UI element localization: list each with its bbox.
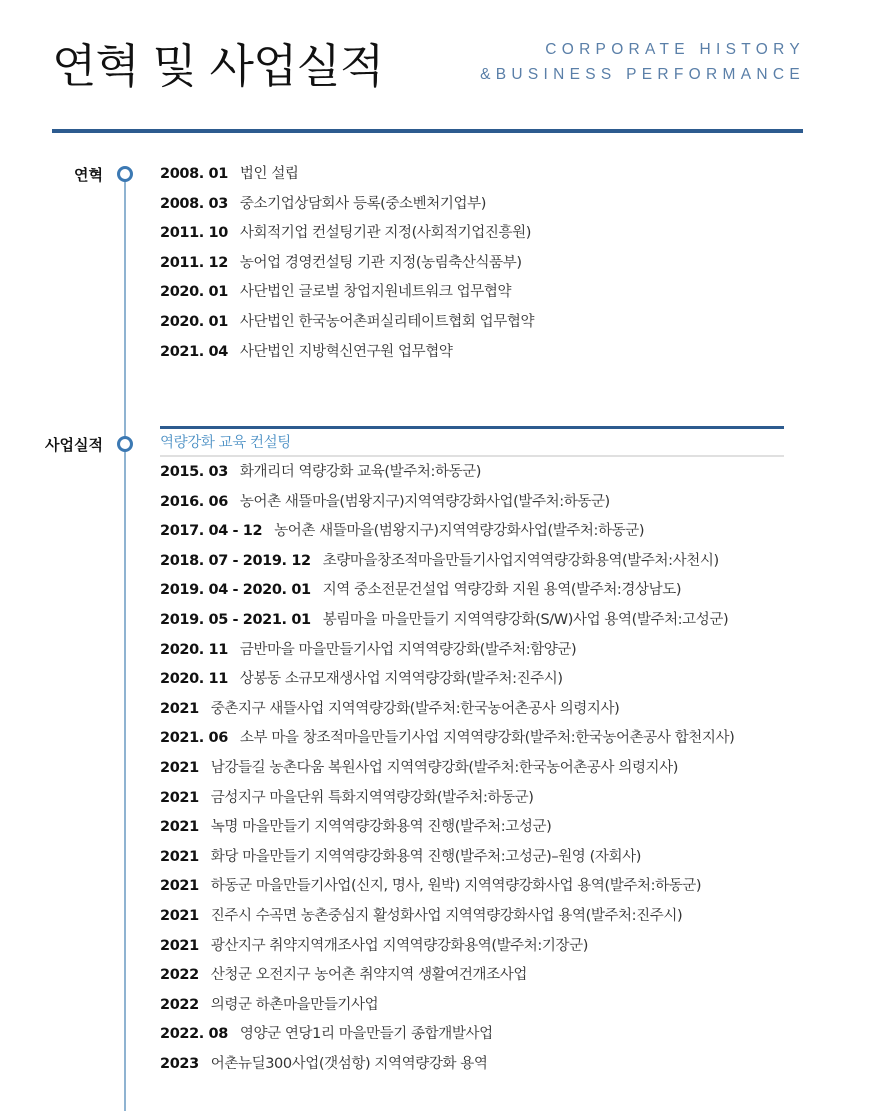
timeline-line xyxy=(124,180,126,1111)
section-label-performance: 사업실적 xyxy=(45,436,103,454)
timeline-entry xyxy=(160,219,534,249)
timeline-entry xyxy=(160,813,734,843)
timeline-entry xyxy=(160,872,734,902)
timeline-entry xyxy=(160,458,734,488)
entry-date: 2021 xyxy=(160,878,199,895)
entry-date: 2011. 12 xyxy=(160,254,228,271)
entry-date: 2008. 03 xyxy=(160,195,228,212)
entry-description: 사회적기업 컨설팅기관 지정(사회적기업진흥원) xyxy=(239,225,531,242)
timeline-entry xyxy=(160,724,734,754)
entry-date: 2020. 01 xyxy=(160,313,228,330)
timeline-entry xyxy=(160,606,734,636)
entry-date: 2022 xyxy=(160,996,199,1013)
entry-date: 2019. 04 - 2020. 01 xyxy=(160,582,311,599)
entry-date: 2021 xyxy=(160,759,199,776)
entry-date: 2019. 05 - 2021. 01 xyxy=(160,611,311,628)
history-list xyxy=(160,160,534,367)
entry-date: 2021 xyxy=(160,700,199,717)
entry-date: 2021. 06 xyxy=(160,730,228,747)
entry-description: 광산지구 취약지역개조사업 지역역량강화용역(발주처:기장군) xyxy=(210,937,588,954)
timeline-entry xyxy=(160,1020,734,1050)
entry-description: 농어촌 새뜰마을(범왕지구)지역역량강화사업(발주처:하동군) xyxy=(239,493,610,510)
entry-description: 사단법인 한국농어촌퍼실리테이트협회 업무협약 xyxy=(239,313,535,330)
entry-date: 2021. 04 xyxy=(160,343,228,360)
entry-description: 봉림마을 마을만들기 지역역량강화(S/W)사업 용역(발주처:고성군) xyxy=(322,611,729,628)
entry-description: 상봉동 소규모재생사업 지역역량강화(발주처:진주시) xyxy=(239,671,563,688)
entry-description: 하동군 마을만들기사업(신지, 명사, 원박) 지역역량강화사업 용역(발주처:하동군) xyxy=(210,878,702,895)
entry-date: 2008. 01 xyxy=(160,166,228,182)
entry-description: 화당 마을만들기 지역역량강화용역 진행(발주처:고성군)–원영 (자회사) xyxy=(210,848,641,865)
header-divider xyxy=(52,129,803,133)
entry-description: 어촌뉴딜300사업(갯섬항) 지역역량강화 용역 xyxy=(210,1055,488,1072)
timeline-entry xyxy=(160,160,534,190)
timeline-entry xyxy=(160,278,534,308)
category-divider-top xyxy=(160,426,784,429)
entry-description: 영양군 연당1리 마을만들기 종합개발사업 xyxy=(239,1026,493,1043)
timeline-entry xyxy=(160,902,734,932)
entry-description: 농어촌 새뜰마을(범왕지구)지역역량강화사업(발주처:하동군) xyxy=(274,523,645,540)
entry-description: 금반마을 마을만들기사업 지역역량강화(발주처:함양군) xyxy=(239,641,577,658)
timeline-entry xyxy=(160,488,734,518)
page-title: 연혁 및 사업실적 xyxy=(52,39,384,93)
entry-date: 2021 xyxy=(160,848,199,865)
entry-date: 2020. 01 xyxy=(160,284,228,301)
section-label-history: 연혁 xyxy=(74,166,103,184)
timeline-entry xyxy=(160,308,534,338)
performance-list xyxy=(160,458,734,1079)
entry-description: 사단법인 지방혁신연구원 업무협약 xyxy=(239,343,453,360)
entry-description: 사단법인 글로벌 창업지원네트워크 업무협약 xyxy=(239,284,512,301)
entry-description: 지역 중소전문건설업 역량강화 지원 용역(발주처:경상남도) xyxy=(322,582,682,599)
entry-date: 2020. 11 xyxy=(160,641,228,658)
entry-description: 남강들길 농촌다움 복원사업 지역역량강화(발주처:한국농어촌공사 의령지사) xyxy=(210,759,679,776)
timeline-entry xyxy=(160,665,734,695)
entry-date: 2016. 06 xyxy=(160,493,228,510)
timeline-entry xyxy=(160,784,734,814)
entry-date: 2021 xyxy=(160,789,199,806)
timeline-node-performance-icon xyxy=(117,436,133,452)
entry-description: 산청군 오전지구 농어촌 취약지역 생활여건개조사업 xyxy=(210,967,527,984)
timeline-entry xyxy=(160,338,534,368)
category-divider-bottom xyxy=(160,455,784,457)
entry-date: 2022. 08 xyxy=(160,1026,228,1043)
entry-description: 화개리더 역량강화 교육(발주처:하동군) xyxy=(239,464,482,480)
entry-date: 2015. 03 xyxy=(160,464,228,480)
timeline-entry xyxy=(160,695,734,725)
entry-date: 2022 xyxy=(160,967,199,984)
entry-description: 녹명 마을만들기 지역역량강화용역 진행(발주처:고성군) xyxy=(210,819,552,836)
entry-date: 2011. 10 xyxy=(160,225,228,242)
entry-date: 2017. 04 - 12 xyxy=(160,523,263,540)
timeline-entry xyxy=(160,991,734,1021)
timeline-entry xyxy=(160,547,734,577)
entry-description: 중촌지구 새뜰사업 지역역량강화(발주처:한국농어촌공사 의령지사) xyxy=(210,700,620,717)
timeline-entry xyxy=(160,932,734,962)
entry-date: 2020. 11 xyxy=(160,671,228,688)
timeline-entry xyxy=(160,754,734,784)
entry-description: 진주시 수곡면 농촌중심지 활성화사업 지역역량강화사업 용역(발주처:진주시) xyxy=(210,907,683,924)
entry-date: 2021 xyxy=(160,937,199,954)
entry-description: 금성지구 마을단위 특화지역역량강화(발주처:하동군) xyxy=(210,789,534,806)
entry-date: 2021 xyxy=(160,907,199,924)
timeline-entry xyxy=(160,961,734,991)
entry-date: 2018. 07 - 2019. 12 xyxy=(160,552,311,569)
timeline-entry xyxy=(160,636,734,666)
timeline-entry xyxy=(160,843,734,873)
entry-description: 농어업 경영컨설팅 기관 지정(농림축산식품부) xyxy=(239,254,522,271)
timeline-entry xyxy=(160,190,534,220)
subtitle-line-1: CORPORATE HISTORY xyxy=(545,41,805,58)
entry-description: 중소기업상담회사 등록(중소벤처기업부) xyxy=(239,195,486,212)
page-subtitle xyxy=(480,37,805,87)
entry-description: 초량마을창조적마을만들기사업지역역량강화용역(발주처:사천시) xyxy=(322,552,719,569)
timeline-entry xyxy=(160,576,734,606)
category-heading: 역량강화 교육 컨설팅 xyxy=(160,435,291,451)
entry-description: 소부 마을 창조적마을만들기사업 지역역량강화(발주처:한국농어촌공사 합천지사) xyxy=(239,730,735,747)
timeline-entry xyxy=(160,1050,734,1080)
entry-date: 2021 xyxy=(160,819,199,836)
entry-description: 법인 설립 xyxy=(239,166,299,182)
entry-date: 2023 xyxy=(160,1055,199,1072)
entry-description: 의령군 하촌마을만들기사업 xyxy=(210,996,379,1013)
subtitle-line-2: &BUSINESS PERFORMANCE xyxy=(480,66,805,83)
timeline-entry xyxy=(160,249,534,279)
timeline-node-history-icon xyxy=(117,166,133,182)
timeline-entry xyxy=(160,517,734,547)
